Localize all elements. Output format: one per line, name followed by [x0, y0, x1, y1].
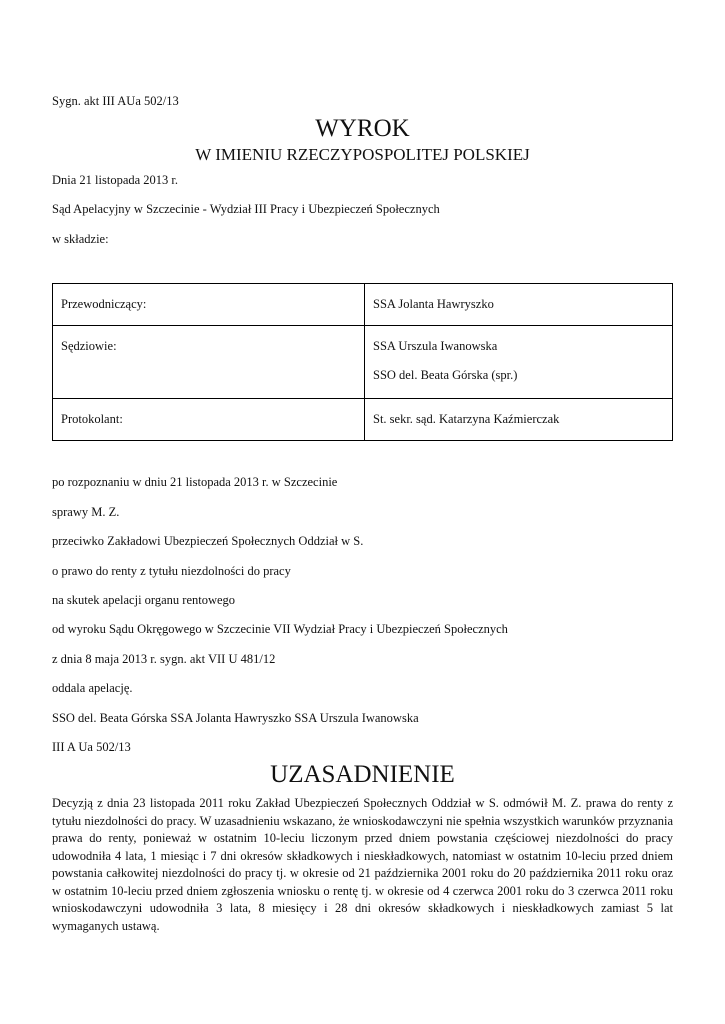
body-line-appeal: na skutek apelacji organu rentowego	[52, 593, 236, 607]
chair-name: SSA Jolanta Hawryszko	[373, 297, 494, 311]
judges-names-cell	[365, 326, 673, 399]
judge-name-1: SSA Urszula Iwanowska	[373, 339, 498, 353]
panel-row-judges	[53, 326, 673, 399]
panel-table	[52, 283, 673, 441]
body-line-lower-court-date: z dnia 8 maja 2013 r. sygn. akt VII U 481/12	[52, 652, 276, 666]
clerk-name-cell	[365, 399, 673, 441]
body-line-reference: III A Ua 502/13	[52, 740, 131, 754]
court-name: Sąd Apelacyjny w Szczecinie - Wydział III Pracy i Ubezpieczeń Społecznych	[52, 202, 440, 216]
document-title: WYROK	[315, 115, 410, 142]
clerk-label-cell	[53, 399, 365, 441]
body-line-hearing: po rozpoznaniu w dniu 21 listopada 2013 r. w Szczecinie	[52, 475, 338, 489]
justification-title: UZASADNIENIE	[270, 761, 455, 788]
panel-row-clerk	[53, 399, 673, 441]
judges-label-cell	[53, 326, 365, 399]
body-line-case: sprawy M. Z.	[52, 505, 120, 519]
composition-label: w składzie:	[52, 232, 109, 246]
body-line-subject: o prawo do renty z tytułu niezdolności do pracy	[52, 564, 291, 578]
judges-label: Sędziowie:	[61, 339, 117, 353]
chair-name-cell	[365, 284, 673, 326]
body-line-against: przeciwko Zakładowi Ubezpieczeń Społecznych Oddział w S.	[52, 534, 364, 548]
body-line-lower-court: od wyroku Sądu Okręgowego w Szczecinie VII Wydział Pracy i Ubezpieczeń Społecznych	[52, 622, 508, 636]
clerk-name: St. sekr. sąd. Katarzyna Kaźmierczak	[373, 412, 560, 426]
chair-label: Przewodniczący:	[61, 297, 147, 311]
document-subtitle: W IMIENIU RZECZYPOSPOLITEJ POLSKIEJ	[195, 145, 530, 164]
clerk-label: Protokolant:	[61, 412, 123, 426]
case-signature: Sygn. akt III AUa 502/13	[52, 94, 179, 108]
judge-name-2: SSO del. Beata Górska (spr.)	[373, 368, 518, 382]
body-line-signatures: SSO del. Beata Górska SSA Jolanta Hawryszko SSA Urszula Iwanowska	[52, 711, 419, 725]
body-line-ruling: oddala apelację.	[52, 681, 133, 695]
panel-row-chair	[53, 284, 673, 326]
judgment-date: Dnia 21 listopada 2013 r.	[52, 173, 179, 187]
chair-label-cell	[53, 284, 365, 326]
justification-paragraph: Decyzją z dnia 23 listopada 2011 roku Zakład Ubezpieczeń Społecznych Oddział w S. odmówił M. Z. prawa do renty z tytułu niezdolności do pracy. W uzasadnieniu wskazano, że wnioskodawczyni nie spełnia wszystkich warunków przyznania prawa do renty, ponieważ w ostatnim 10-leciu liczonym przed dniem powstania częściowej niezdolności do pracy udowodniła 4 lata, 1 miesiąc i 7 dni okresów składkowych i nieskładkowych, natomiast w ostatnim 10-leciu przed dniem powstania całkowitej niezdolności do pracy tj. w okresie od 21 października 2001 roku do 20 października 2011 roku oraz w ostatnim 10-leciu przed dniem zgłoszenia wniosku o rentę tj. w okresie od 4 czerwca 2001 roku do 3 czerwca 2011 roku wnioskodawczyni udowodniła 3 lata, 8 miesięcy i 28 dni okresów składkowych i nieskładkowych zamiast 5 lat wymaganych ustawą.	[52, 796, 673, 933]
